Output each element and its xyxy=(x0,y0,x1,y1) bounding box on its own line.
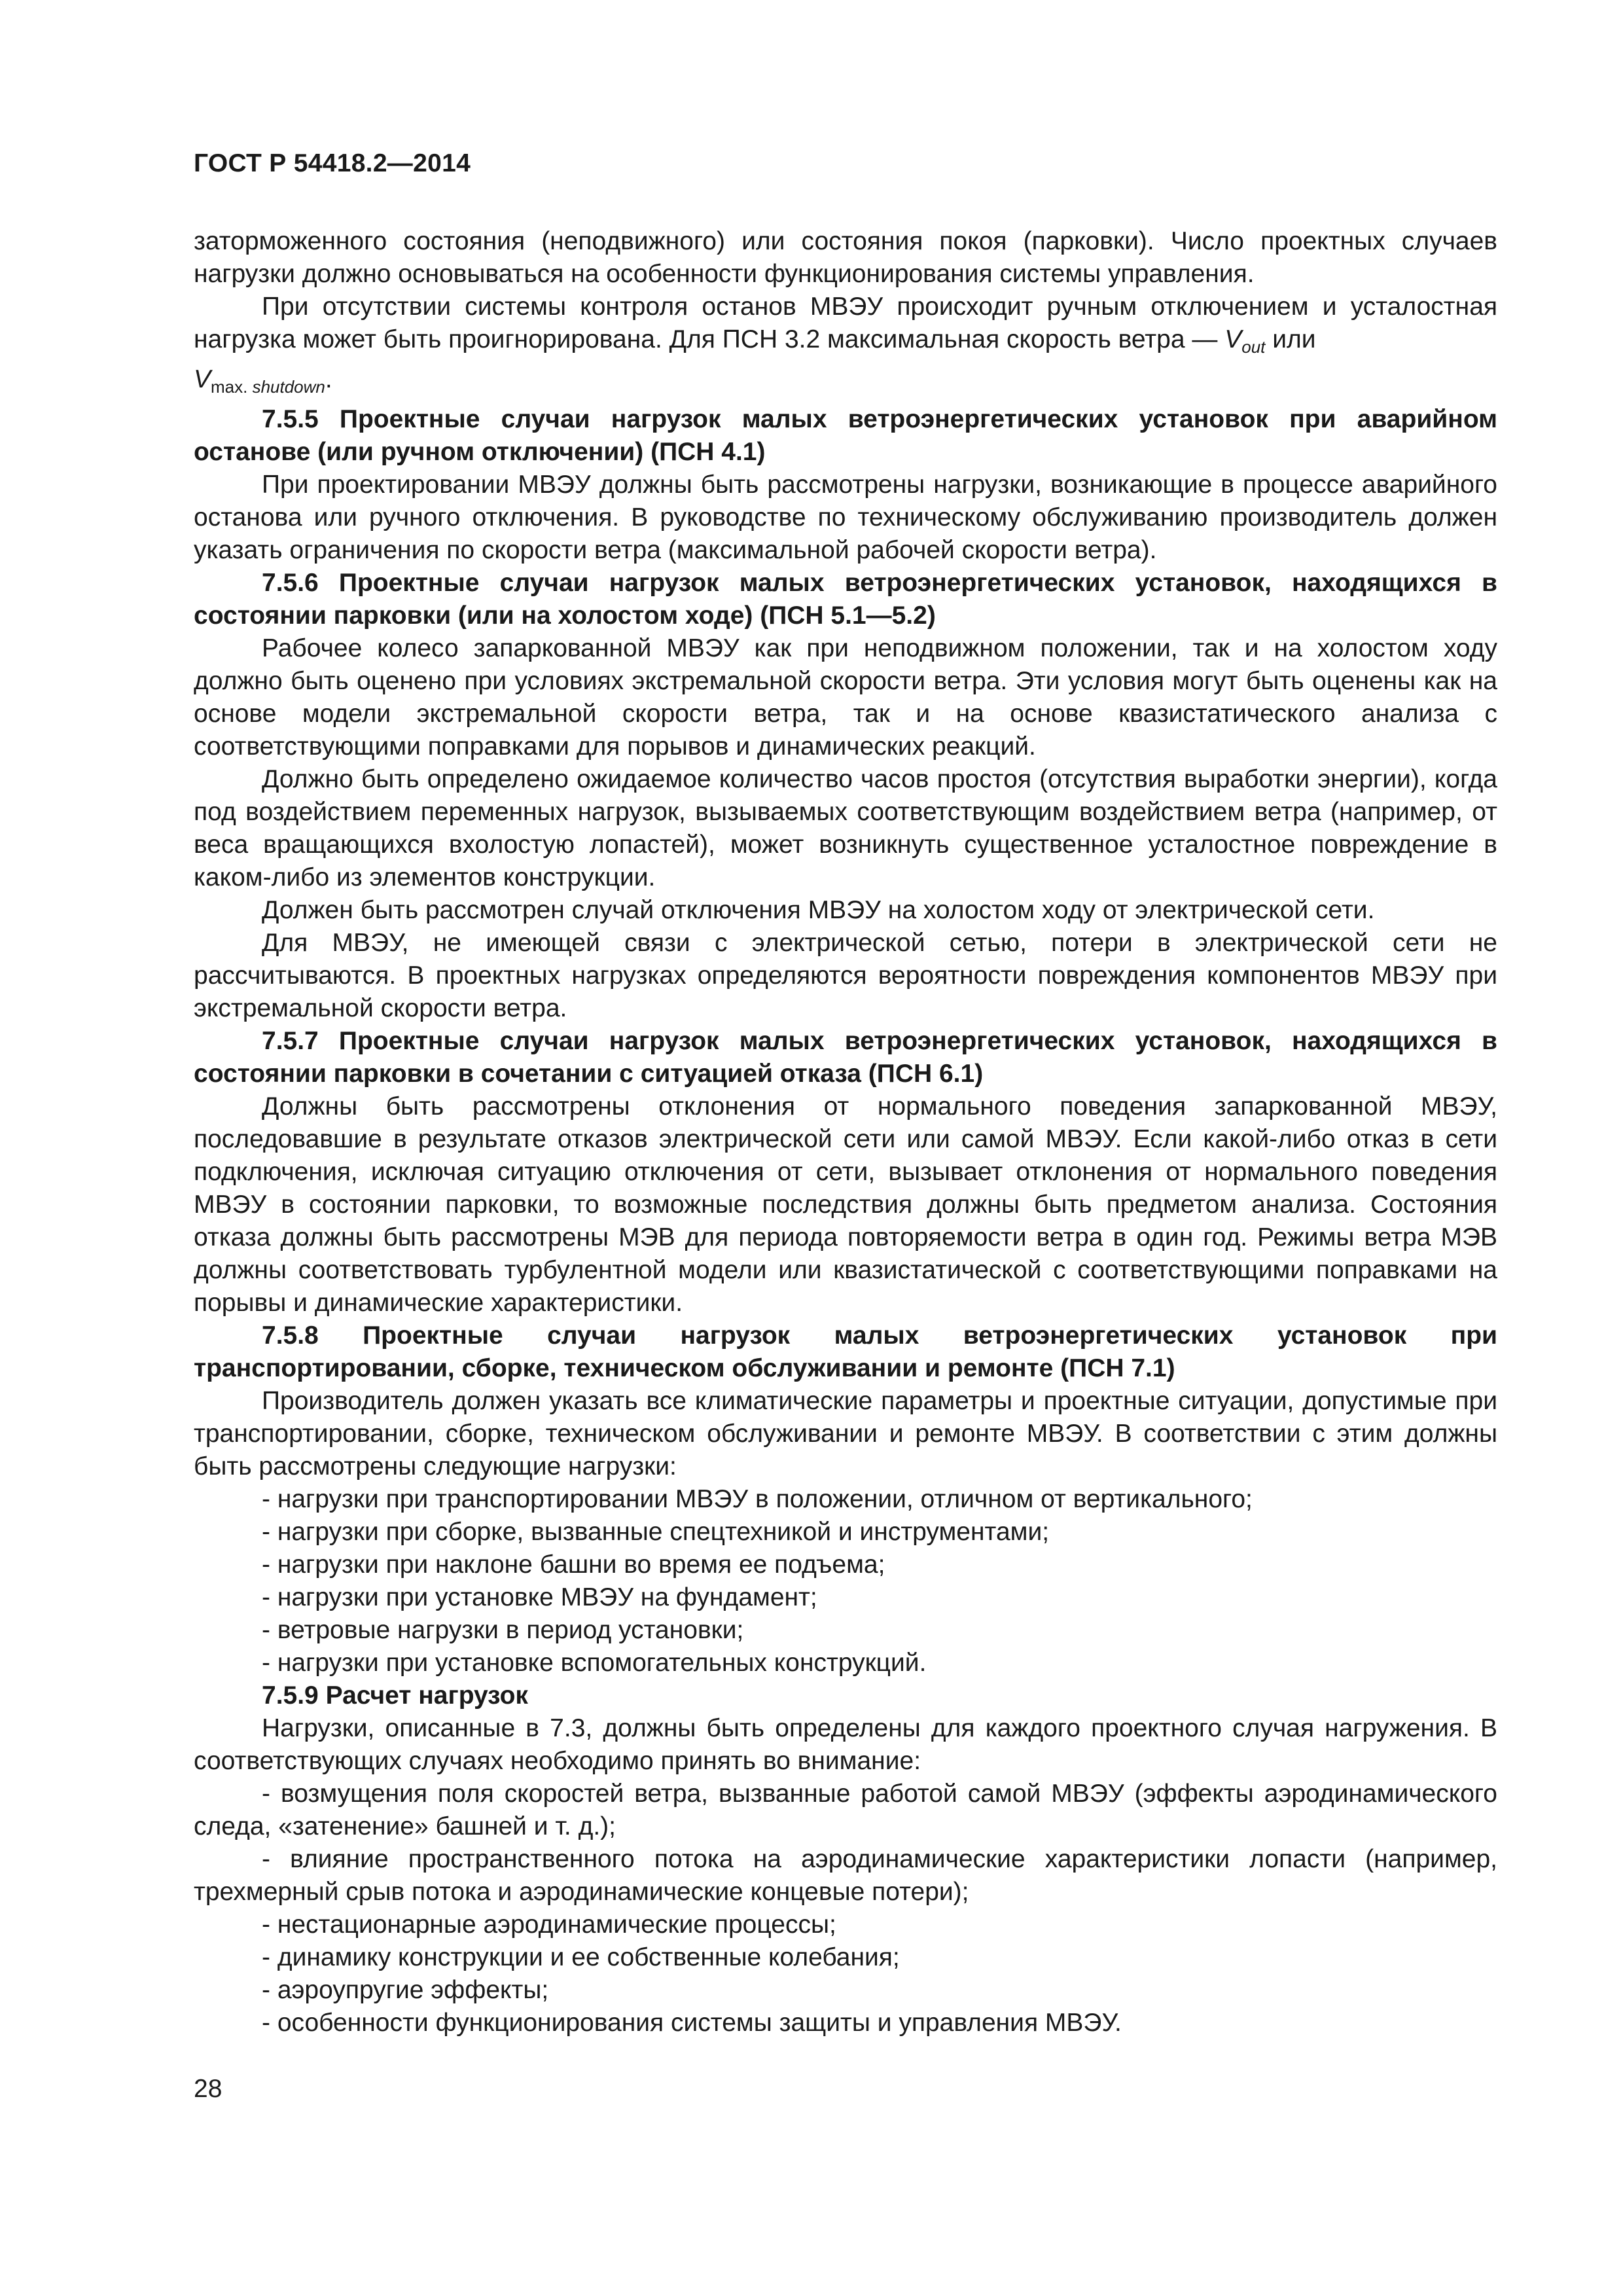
paragraph: Нагрузки, описанные в 7.3, должны быть определены для каждого проектного случая нагружения. В соответствующих случаях необходимо принять во внимание: xyxy=(194,1714,1497,1775)
list-item: - нестационарные аэродинамические процессы; xyxy=(262,1910,836,1939)
section-heading-7-5-7: 7.5.7 Проектные случаи нагрузок малых ветроэнергетических установок, находящихся в состоянии парковки в сочетании с ситуацией отказа (ПСН 6.1) xyxy=(194,1027,1497,1088)
list-item: - ветровые нагрузки в период установки; xyxy=(262,1616,744,1644)
list-item: - нагрузки при транспортировании МВЭУ в положении, отличном от вертикального; xyxy=(262,1485,1253,1513)
paragraph: Должны быть рассмотрены отклонения от нормального поведения запаркованной МВЭУ, последовавшие в результате отказов электрической сети или самой МВЭУ. Если какой-либо отказ в сети подключения, исключая ситуацию отключения от сети, вызывает отклонения от нормального поведения МВЭУ в состоянии парковки, то возможные последствия должны быть предметом анализа. Состояния отказа должны быть рассмотрены МЭВ для периода повторяемости ветра в один год. Режимы ветра МЭВ должны соответствовать турбулентной модели или квазистатической с соответствующими поправками на порывы и динамические характеристики. xyxy=(194,1092,1497,1317)
paragraph-text: . xyxy=(325,365,332,393)
document-header: ГОСТ Р 54418.2—2014 xyxy=(194,149,471,177)
section-heading-7-5-5: 7.5.5 Проектные случаи нагрузок малых ветроэнергетических установок при аварийном останове (или ручном отключении) (ПСН 4.1) xyxy=(194,405,1497,466)
paragraph: Производитель должен указать все климатические параметры и проектные ситуации, допустимые при транспортировании, сборке, техническом обслуживании и ремонте МВЭУ. В соответствии с этим должны быть рассмотрены следующие нагрузки: xyxy=(194,1387,1497,1480)
paragraph: Рабочее колесо запаркованной МВЭУ как при неподвижном положении, так и на холостом ходу должно быть оценено при условиях экстремальной скорости ветра. Эти условия могут быть оценены как на основе модели экстремальной скорости ветра, так и на основе квазистатического анализа с соответствующими поправками для порывов и динамических реакций. xyxy=(194,634,1497,761)
list-item: - аэроупругие эффекты; xyxy=(262,1976,549,2004)
page-number: 28 xyxy=(194,2075,223,2103)
list-item: - особенности функционирования системы защиты и управления МВЭУ. xyxy=(262,2009,1122,2037)
paragraph-text: или xyxy=(1265,325,1316,353)
variable-v-max-shutdown: V xyxy=(194,365,211,393)
section-heading-7-5-9: 7.5.9 Расчет нагрузок xyxy=(262,1681,528,1710)
page-body xyxy=(194,225,1497,2039)
paragraph-text: При отсутствии системы контроля останов МВЭУ происходит ручным отключением и усталостная нагрузка может быть проигнорирована. Для ПСН 3.2 максимальная скорость ветра — xyxy=(194,293,1497,353)
subscript-max-shutdown xyxy=(211,377,325,397)
list-item: - влияние пространственного потока на аэродинамические характеристики лопасти (например, трехмерный срыв потока и аэродинамические концевые потери); xyxy=(194,1845,1497,1906)
list-item: - нагрузки при установке МВЭУ на фундамент; xyxy=(262,1583,817,1611)
paragraph: Должен быть рассмотрен случай отключения МВЭУ на холостом ходу от электрической сети. xyxy=(262,896,1375,924)
paragraph-shutdown-speed xyxy=(194,291,1497,403)
variable-v-out: V xyxy=(1224,325,1242,353)
paragraph: Должно быть определено ожидаемое количество часов простоя (отсутствия выработки энергии), когда под воздействием переменных нагрузок, вызываемых соответствующим воздействием ветра (например, от веса вращающихся вхолостую лопастей), может возникнуть существенное усталостное повреждение в каком-либо из элементов конструкции. xyxy=(194,765,1497,891)
list-item: - нагрузки при установке вспомогательных конструкций. xyxy=(262,1649,927,1677)
list-item: - динамику конструкции и ее собственные колебания; xyxy=(262,1943,900,1971)
list-item: - нагрузки при наклоне башни во время ее подъема; xyxy=(262,1551,885,1579)
paragraph: Для МВЭУ, не имеющей связи с электрической сетью, потери в электрической сети не рассчитываются. В проектных нагрузках определяются вероятности повреждения компонентов МВЭУ при экстремальной скорости ветра. xyxy=(194,929,1497,1022)
paragraph: При проектировании МВЭУ должны быть рассмотрены нагрузки, возникающие в процессе аварийного останова или ручного отключения. В руководстве по техническому обслуживанию производитель должен указать ограничения по скорости ветра (максимальной рабочей скорости ветра). xyxy=(194,471,1497,564)
subscript-out: out xyxy=(1241,337,1266,357)
subscript-max: max. xyxy=(211,377,248,397)
section-heading-7-5-8: 7.5.8 Проектные случаи нагрузок малых ветроэнергетических установок при транспортировании, сборке, техническом обслуживании и ремонте (ПСН 7.1) xyxy=(194,1321,1497,1382)
list-item: - нагрузки при сборке, вызванные спецтехникой и инструментами; xyxy=(262,1518,1050,1546)
list-item: - возмущения поля скоростей ветра, вызванные работой самой МВЭУ (эффекты аэродинамического следа, «затенение» башней и т. д.); xyxy=(194,1780,1497,1840)
section-heading-7-5-6: 7.5.6 Проектные случаи нагрузок малых ветроэнергетических установок, находящихся в состоянии парковки (или на холостом ходе) (ПСН 5.1—5.2) xyxy=(194,569,1497,630)
paragraph: заторможенного состояния (неподвижного) или состояния покоя (парковки). Число проектных случаев нагрузки должно основываться на особенности функционирования системы управления. xyxy=(194,227,1497,288)
subscript-shutdown: shutdown xyxy=(247,377,325,397)
